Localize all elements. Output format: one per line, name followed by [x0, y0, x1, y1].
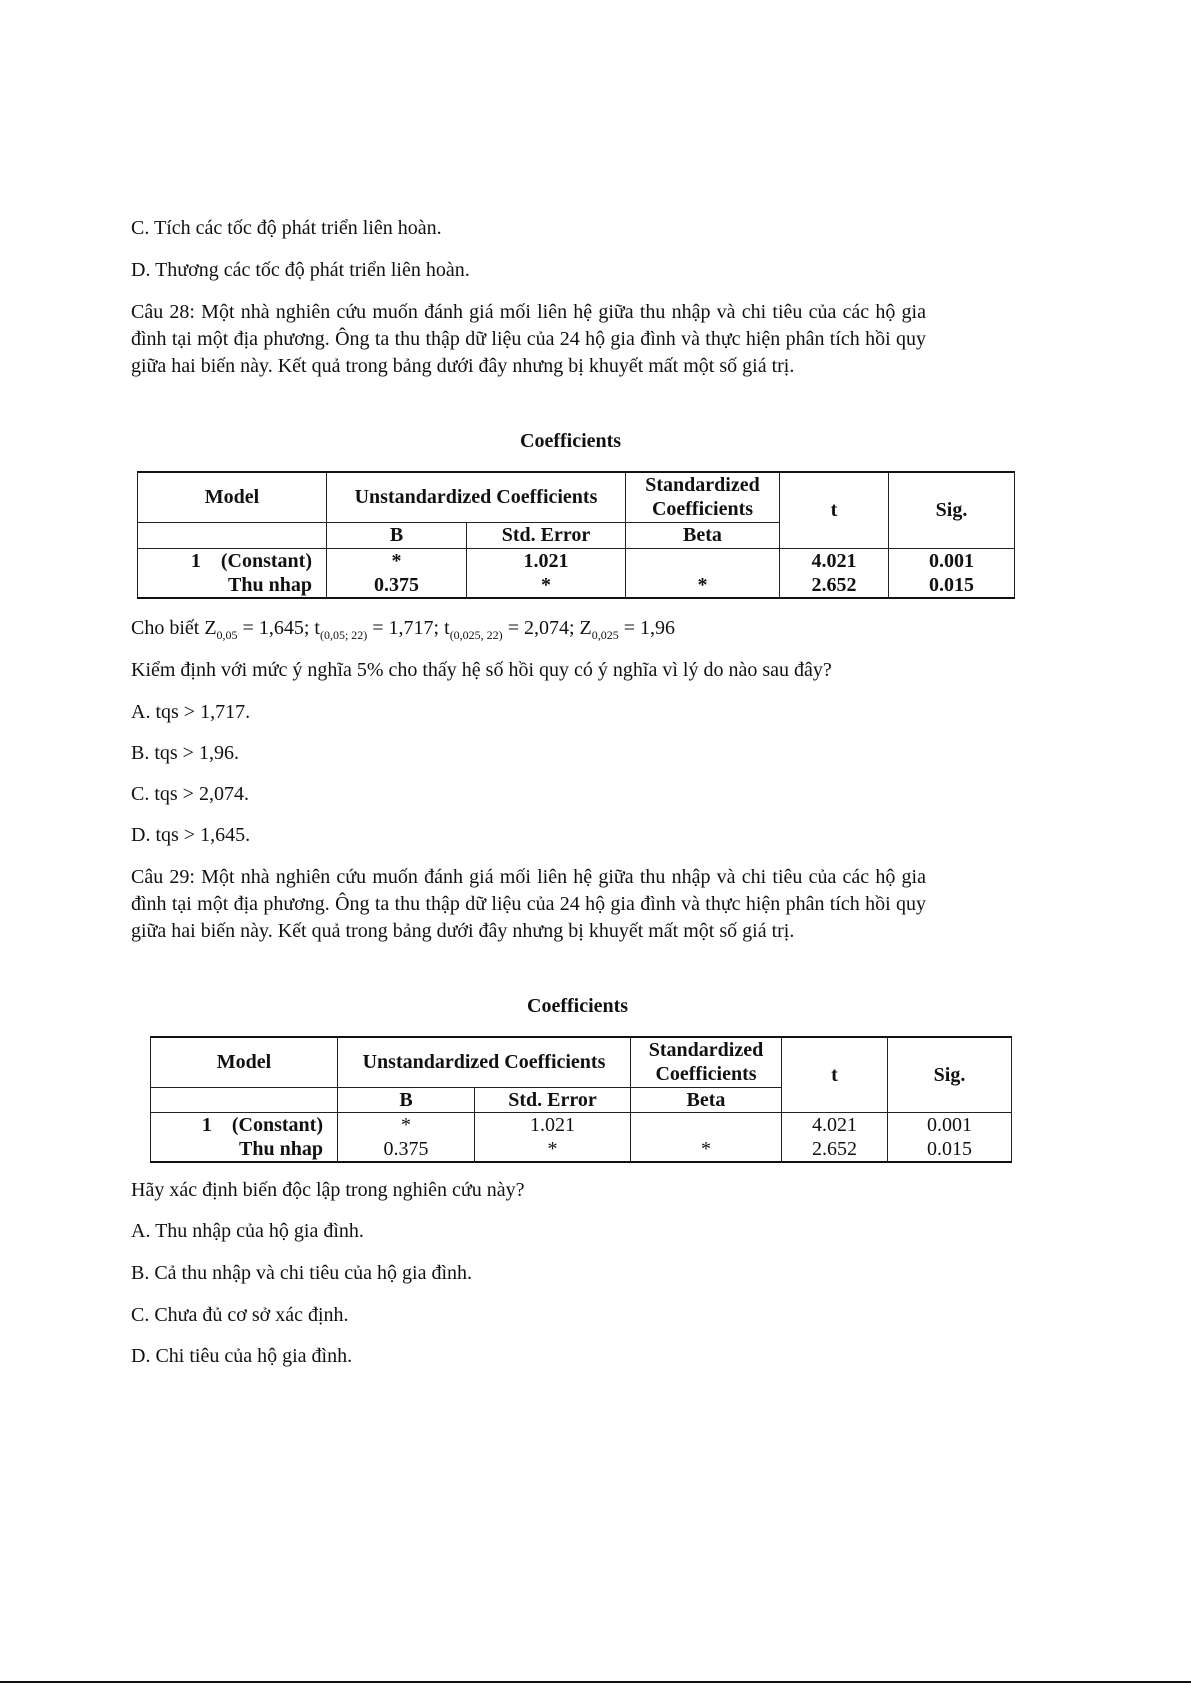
coefficients-table-1: Model Unstandardized Coefficients Standardized Coefficients t Sig. B Std. Error Beta 1 (Constant) * 1.021 4.021 0.001 Thu nhap 0.375 * * 2.652 0.015 [137, 471, 1015, 599]
q28-stem: Câu 28: Một nhà nghiên cứu muốn đánh giá mối liên hệ giữa thu nhập và chi tiêu của các hộ gia đình tại một địa phương. Ông ta thu thập dữ liệu của 24 hộ gia đình và thực hiện phân tích hồi quy giữa hai biến này. Kết quả trong bảng dưới đây nhưng bị khuyết mất một số giá trị. [131, 301, 926, 377]
h-unstd: Unstandardized Coefficients [327, 472, 626, 522]
q28-question: Kiểm định với mức ý nghĩa 5% cho thấy hệ số hồi quy có ý nghĩa vì lý do nào sau đây? [131, 659, 832, 681]
q29-stem: Câu 29: Một nhà nghiên cứu muốn đánh giá mối liên hệ giữa thu nhập và chi tiêu của các hộ gia đình tại một địa phương. Ông ta thu thập dữ liệu của 24 hộ gia đình và thực hiện phân tích hồi quy giữa hai biến này. Kết quả trong bảng dưới đây nhưng bị khuyết mất một số giá trị. [131, 866, 926, 942]
table-title-2: Coefficients [527, 995, 629, 1017]
q28-option-a: A. tqs > 1,717. [131, 701, 251, 723]
q29-option-a: A. Thu nhập của hộ gia đình. [131, 1220, 364, 1242]
h-sig: Sig. [889, 472, 1015, 548]
h-t: t [780, 472, 889, 548]
h-b: B [327, 522, 467, 548]
q28-option-d: D. tqs > 1,645. [131, 824, 251, 846]
option-c-prev: C. Tích các tốc độ phát triển liên hoàn. [131, 217, 442, 239]
given-values: Cho biết $Z_{0,05} = 1,645$; $t_{(0,05; 22)} = 1,717$; $t_{(0,025, 22)} = 2,074$; $Z_{0,025} = 1,96$ [131, 617, 676, 642]
h-model: Model [138, 472, 327, 522]
q29-option-d: D. Chi tiêu của hộ gia đình. [131, 1345, 353, 1367]
page-bottom-rule [0, 1681, 1191, 1683]
option-d-prev: D. Thương các tốc độ phát triển liên hoàn. [131, 259, 470, 281]
q29-option-c: C. Chưa đủ cơ sở xác định. [131, 1304, 349, 1326]
q28-option-c: C. tqs > 2,074. [131, 783, 249, 805]
q29-option-b: B. Cả thu nhập và chi tiêu của hộ gia đình. [131, 1262, 473, 1284]
coefficients-table-2: Model Unstandardized Coefficients Standardized Coefficients t Sig. B Std. Error Beta 1 (Constant) * 1.021 4.021 0.001 Thu nhap 0.375 * * 2.652 0.015 [150, 1036, 1012, 1163]
q29-question: Hãy xác định biến độc lập trong nghiên cứu này? [131, 1179, 525, 1201]
h-beta: Beta [626, 522, 780, 548]
h-std: Standardized Coefficients [626, 472, 780, 522]
q28-option-b: B. tqs > 1,96. [131, 742, 239, 764]
h-se: Std. Error [467, 522, 626, 548]
table-title: Coefficients [520, 430, 622, 452]
